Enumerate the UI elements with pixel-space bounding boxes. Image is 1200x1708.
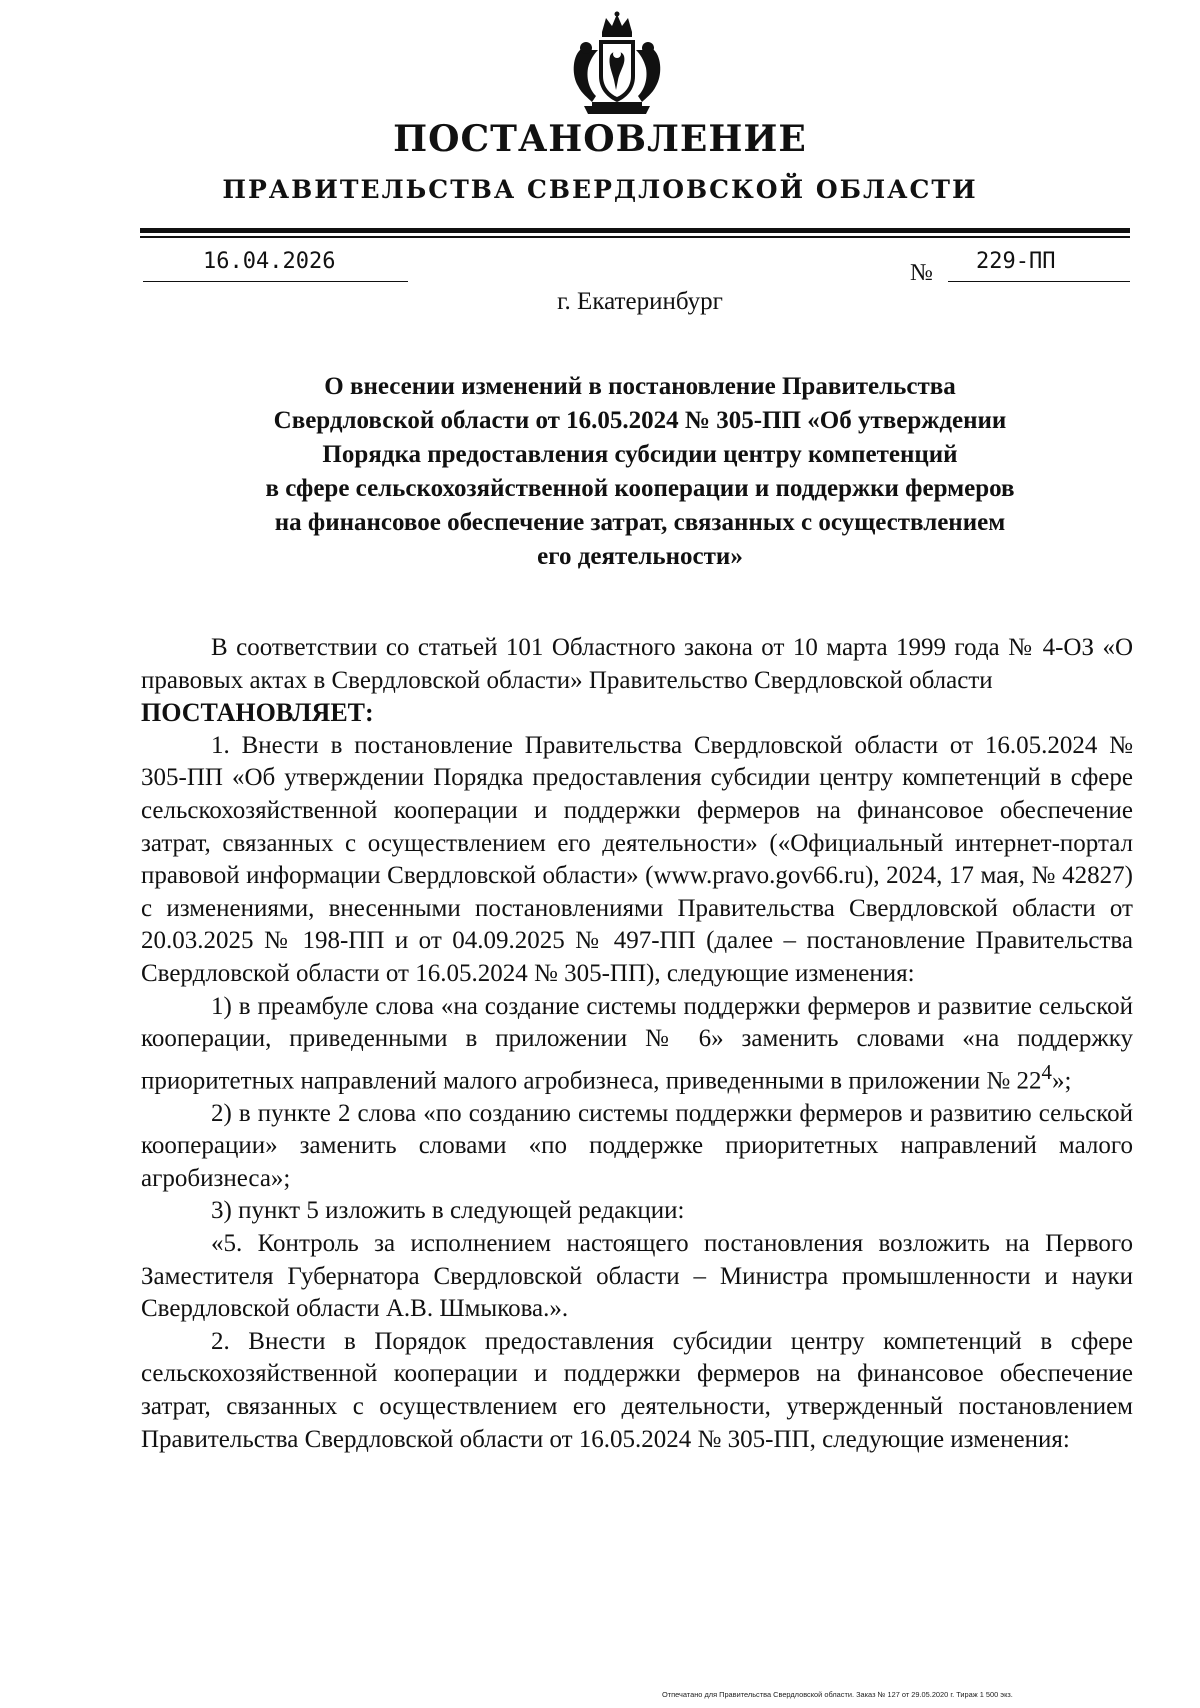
title-line: Порядка предоставления субсидии центру компетенций <box>322 441 958 468</box>
document-type: ПОСТАНОВЛЕНИЕ <box>393 118 807 160</box>
city-name: г. Екатеринбург <box>557 288 723 315</box>
decree-word: ПОСТАНОВЛЯЕТ: <box>141 698 374 728</box>
header-divider-thick <box>140 228 1130 233</box>
title-line: О внесении изменений в постановление Правительства <box>324 373 956 400</box>
item-1-1-text: 1) в преамбуле слова «на создание системы поддержки фермеров и развитие сельской кооперации, приведенными в приложении № 6» заменить словами «на поддержку приоритетных направлений малого агробизнеса, приведенными в приложении № 22 <box>141 992 1133 1095</box>
document-body <box>141 632 1133 1456</box>
item-1-1-tail: »; <box>1051 1067 1072 1095</box>
number-sign: № <box>910 260 933 286</box>
header-divider-thin <box>140 236 1130 238</box>
print-footer-note: Отпечатано для Правительства Свердловской области. Заказ № 127 от 29.05.2020 г. Тираж 1 500 экз. <box>662 1690 1013 1699</box>
item-1-1-superscript: 4 <box>1041 1059 1052 1084</box>
title-line: в сфере сельскохозяйственной кооперации и поддержки фермеров <box>265 475 1015 502</box>
item-1-3-quote-paragraph: «5. Контроль за исполнением настоящего постановления возложить на Первого Заместителя Губернатора Свердловской области – Министра промышленности и науки Свердловской области А.В. Шмыкова.». <box>141 1230 1133 1323</box>
document-number: 229-ПП <box>976 249 1056 274</box>
issuing-authority: ПРАВИТЕЛЬСТВА СВЕРДЛОВСКОЙ ОБЛАСТИ <box>222 175 978 204</box>
document-title <box>200 370 1080 574</box>
item-2-paragraph: 2. Внести в Порядок предоставления субсидии центру компетенций в сфере сельскохозяйственной кооперации и поддержки фермеров на финансовое обеспечение затрат, связанных с осуществлением его деятельности, утвержденный постановлением Правительства Свердловской области от 16.05.2024 № 305-ПП, следующие изменения: <box>141 1327 1133 1453</box>
item-1-paragraph: 1. Внести в постановление Правительства Свердловской области от 16.05.2024 № 305-ПП «Об утверждении Порядка предоставления субсидии центру компетенций в сфере сельскохозяйственной кооперации и поддержки фермеров на финансовое обеспечение затрат, связанных с осуществлением его деятельности» («Официальный интернет-портал правовой информации Свердловской области» (www.pravo.gov66.ru), 2024, 17 мая, № 42827) с изменениями, внесенными постановлениями Правительства Свердловской области от 20.03.2025 № 198-ПП и от 04.09.2025 № 497-ПП (далее – постановление Правительства Свердловской области от 16.05.2024 № 305-ПП), следующие изменения: <box>141 731 1133 987</box>
title-line: на финансовое обеспечение затрат, связанных с осуществлением <box>274 509 1006 536</box>
item-1-2-paragraph: 2) в пункте 2 слова «по созданию системы поддержки фермеров и развитию сельской кооперации» заменить словами «по поддержке приоритетных направлений малого агробизнеса»; <box>141 1099 1133 1192</box>
item-1-3-paragraph: 3) пункт 5 изложить в следующей редакции: <box>211 1197 685 1225</box>
title-line: его деятельности» <box>537 543 743 570</box>
preamble-paragraph: В соответствии со статьей 101 Областного закона от 10 марта 1999 года № 4-ОЗ «О правовых актах в Свердловской области» Правительство Свердловской области <box>141 634 1133 694</box>
number-field <box>948 249 1130 282</box>
item-1-1-paragraph <box>141 991 1133 1098</box>
coat-of-arms-icon <box>562 10 672 120</box>
document-date: 16.04.2026 <box>203 249 336 274</box>
date-field <box>143 249 408 282</box>
title-line: Свердловской области от 16.05.2024 № 305-ПП «Об утверждении <box>273 407 1007 434</box>
